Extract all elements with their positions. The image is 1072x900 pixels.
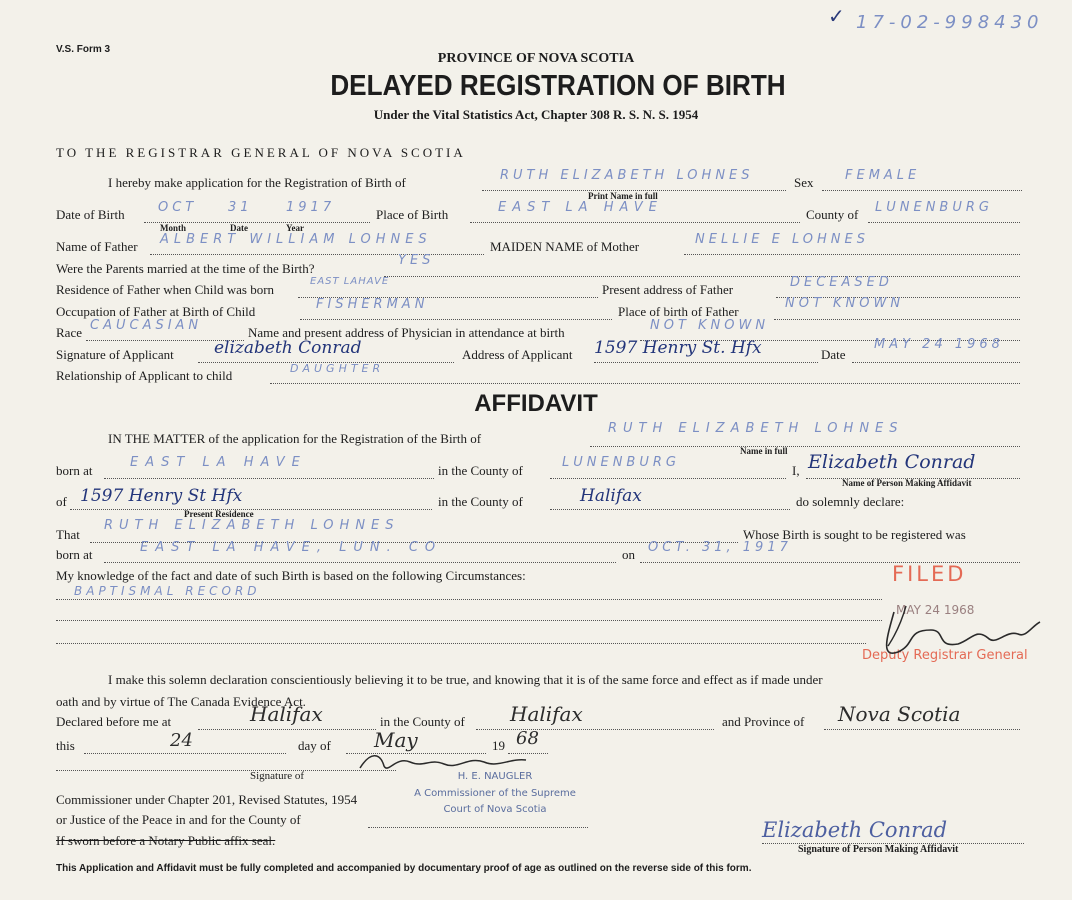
place-of-birth-label: Place of Birth [376, 207, 449, 222]
that-name-value: RUTH ELIZABETH LOHNES [104, 518, 400, 533]
born-at-value-2: EAST LA HAVE, LUN. CO [140, 540, 443, 555]
circumstances-value: BAPTISMAL RECORD [74, 584, 261, 598]
footer-note: This Application and Affidavit must be fully completed and accompanied by documentary proof of age as outlined on the reverse side of this form. [56, 863, 752, 874]
residence-county-value: Halifax [580, 486, 642, 506]
province-of-label: and Province of [722, 714, 805, 729]
county-label: County of [806, 207, 859, 222]
declared-before-label: Declared before me at [56, 714, 172, 729]
parents-married-value: YES [398, 253, 435, 268]
birth-year-value: 1917 [286, 200, 336, 215]
form-title: DELAYED REGISTRATION OF BIRTH [330, 70, 786, 102]
commissioner-title-stamp: A Commissioner of the Supreme [414, 788, 576, 799]
father-present-address-value: DECEASED [790, 275, 893, 290]
commissioner-name-stamp: H. E. NAUGLER [457, 771, 533, 782]
sex-value: FEMALE [845, 168, 921, 183]
month-hint: Month [160, 223, 187, 233]
day-value: 24 [170, 730, 193, 751]
file-number: 17-02-998430 [856, 12, 1044, 33]
declaration-line-1: I make this solemn declaration conscientiously believing it to be true, and knowing that it is of the same force and effect as if made under [108, 672, 823, 687]
name-in-full-hint: Name in full [740, 446, 788, 456]
affidavit-matter-label: IN THE MATTER of the application for the Registration of the Birth of [108, 431, 482, 446]
form-number: V.S. Form 3 [56, 44, 111, 55]
father-residence-label: Residence of Father when Child was born [56, 282, 275, 297]
sex-label: Sex [794, 175, 814, 190]
applicant-address-value: 1597 Henry St. Hfx [594, 338, 762, 358]
name-of-person-hint: Name of Person Making Affidavit [842, 478, 972, 488]
year-prefix-label: 19 [492, 738, 505, 753]
dob-label: Date of Birth [56, 207, 125, 222]
in-county-label-1: in the County of [438, 463, 523, 478]
birth-date-value: 31 [228, 200, 253, 215]
declared-at-value: Halifax [250, 702, 323, 726]
commissioner-court-stamp: Court of Nova Scotia [443, 804, 547, 815]
declared-county-value: Halifax [510, 702, 583, 726]
signature-of-label: Signature of [250, 770, 305, 782]
father-residence-value: EAST LAHAVE [310, 276, 390, 287]
act-subtitle: Under the Vital Statistics Act, Chapter 308 R. S. N. S. 1954 [373, 107, 699, 122]
county-value-1: LUNENBURG [562, 455, 680, 470]
father-present-address-label: Present address of Father [602, 282, 734, 297]
of-label: of [56, 494, 67, 509]
commissioner-label: Commissioner under Chapter 201, Revised Statutes, 1954 [56, 792, 358, 807]
intro-label: I hereby make application for the Registration of Birth of [108, 175, 406, 190]
birth-county-value: LUNENBURG [875, 200, 993, 215]
race-value: CAUCASIAN [90, 318, 203, 333]
notary-label: If sworn before a Notary Public affix seal. [56, 833, 276, 848]
filed-stamp: FILED [892, 562, 967, 586]
applicant-signature-value: elizabeth Conrad [214, 338, 362, 358]
addressee: TO THE REGISTRAR GENERAL OF NOVA SCOTIA [56, 145, 466, 160]
print-name-hint: Print Name in full [588, 191, 658, 201]
deputy-signature-icon [876, 600, 1044, 662]
born-at-label-2: born at [56, 547, 93, 562]
sig-person-label: Signature of Person Making Affidavit [798, 844, 959, 855]
solemnly-declare-label: do solemnly declare: [796, 494, 905, 509]
i-label: I, [792, 463, 800, 478]
present-residence-hint: Present Residence [184, 509, 254, 519]
father-occupation-label: Occupation of Father at Birth of Child [56, 304, 256, 319]
affiant-name-value: Elizabeth Conrad [808, 451, 976, 473]
declared-province-value: Nova Scotia [838, 702, 961, 726]
mother-maiden-value: NELLIE E LOHNES [695, 232, 869, 247]
province-heading: PROVINCE OF NOVA SCOTIA [437, 51, 635, 66]
born-at-label: born at [56, 463, 93, 478]
child-name-value: RUTH ELIZABETH LOHNES [500, 168, 754, 183]
father-occupation-value: FISHERMAN [316, 297, 429, 312]
justice-label: or Justice of the Peace in and for the County of [56, 812, 301, 827]
filed-date-stamp: MAY 24 1968 [896, 603, 975, 617]
check-mark-icon: ✓ [828, 6, 845, 28]
applicant-address-label: Address of Applicant [462, 347, 573, 362]
application-date-label: Date [821, 347, 846, 362]
date-hint: Date [230, 223, 248, 233]
applicant-signature-label: Signature of Applicant [56, 347, 174, 362]
physician-label: Name and present address of Physician in attendance at birth [248, 325, 565, 340]
physician-value: NOT KNOWN [650, 318, 770, 333]
birth-month-value: OCT [158, 200, 198, 215]
affidavit-child-name-value: RUTH ELIZABETH LOHNES [608, 421, 904, 436]
affidavit-title: AFFIDAVIT [474, 390, 598, 417]
birth-place-value: EAST LA HAVE [498, 200, 663, 215]
father-birthplace-value: NOT KNOWN [785, 296, 905, 311]
on-label: on [622, 547, 635, 562]
month-value: May [374, 728, 418, 752]
in-county-label-3: in the County of [380, 714, 465, 729]
residence-value: 1597 Henry St Hfx [80, 486, 243, 506]
race-label: Race [56, 325, 82, 340]
relationship-value: DAUGHTER [290, 362, 385, 375]
application-date-value: MAY 24 1968 [874, 337, 1004, 352]
in-county-label-2: in the County of [438, 494, 523, 509]
year-hint: Year [286, 223, 304, 233]
whose-birth-label: Whose Birth is sought to be registered was [743, 527, 966, 542]
born-on-value: OCT. 31, 1917 [648, 540, 792, 555]
affiant-signature-value: Elizabeth Conrad [762, 818, 948, 842]
mother-maiden-label: MAIDEN NAME of Mother [490, 239, 640, 254]
father-name-label: Name of Father [56, 239, 138, 254]
father-name-value: ALBERT WILLIAM LOHNES [160, 232, 432, 247]
declaration-line-2: oath and by virtue of The Canada Evidence Act. [56, 694, 306, 709]
this-label: this [56, 738, 75, 753]
that-label: That [56, 527, 80, 542]
knowledge-label: My knowledge of the fact and date of such Birth is based on the following Circumstances: [56, 568, 526, 583]
father-birthplace-label: Place of birth of Father [618, 304, 739, 319]
day-of-label: day of [298, 738, 331, 753]
year-suffix-value: 68 [516, 728, 539, 749]
deputy-registrar-stamp: Deputy Registrar General [862, 648, 1028, 663]
parents-married-label: Were the Parents married at the time of the Birth? [56, 261, 315, 276]
relationship-label: Relationship of Applicant to child [56, 368, 233, 383]
born-at-value: EAST LA HAVE [130, 455, 307, 470]
